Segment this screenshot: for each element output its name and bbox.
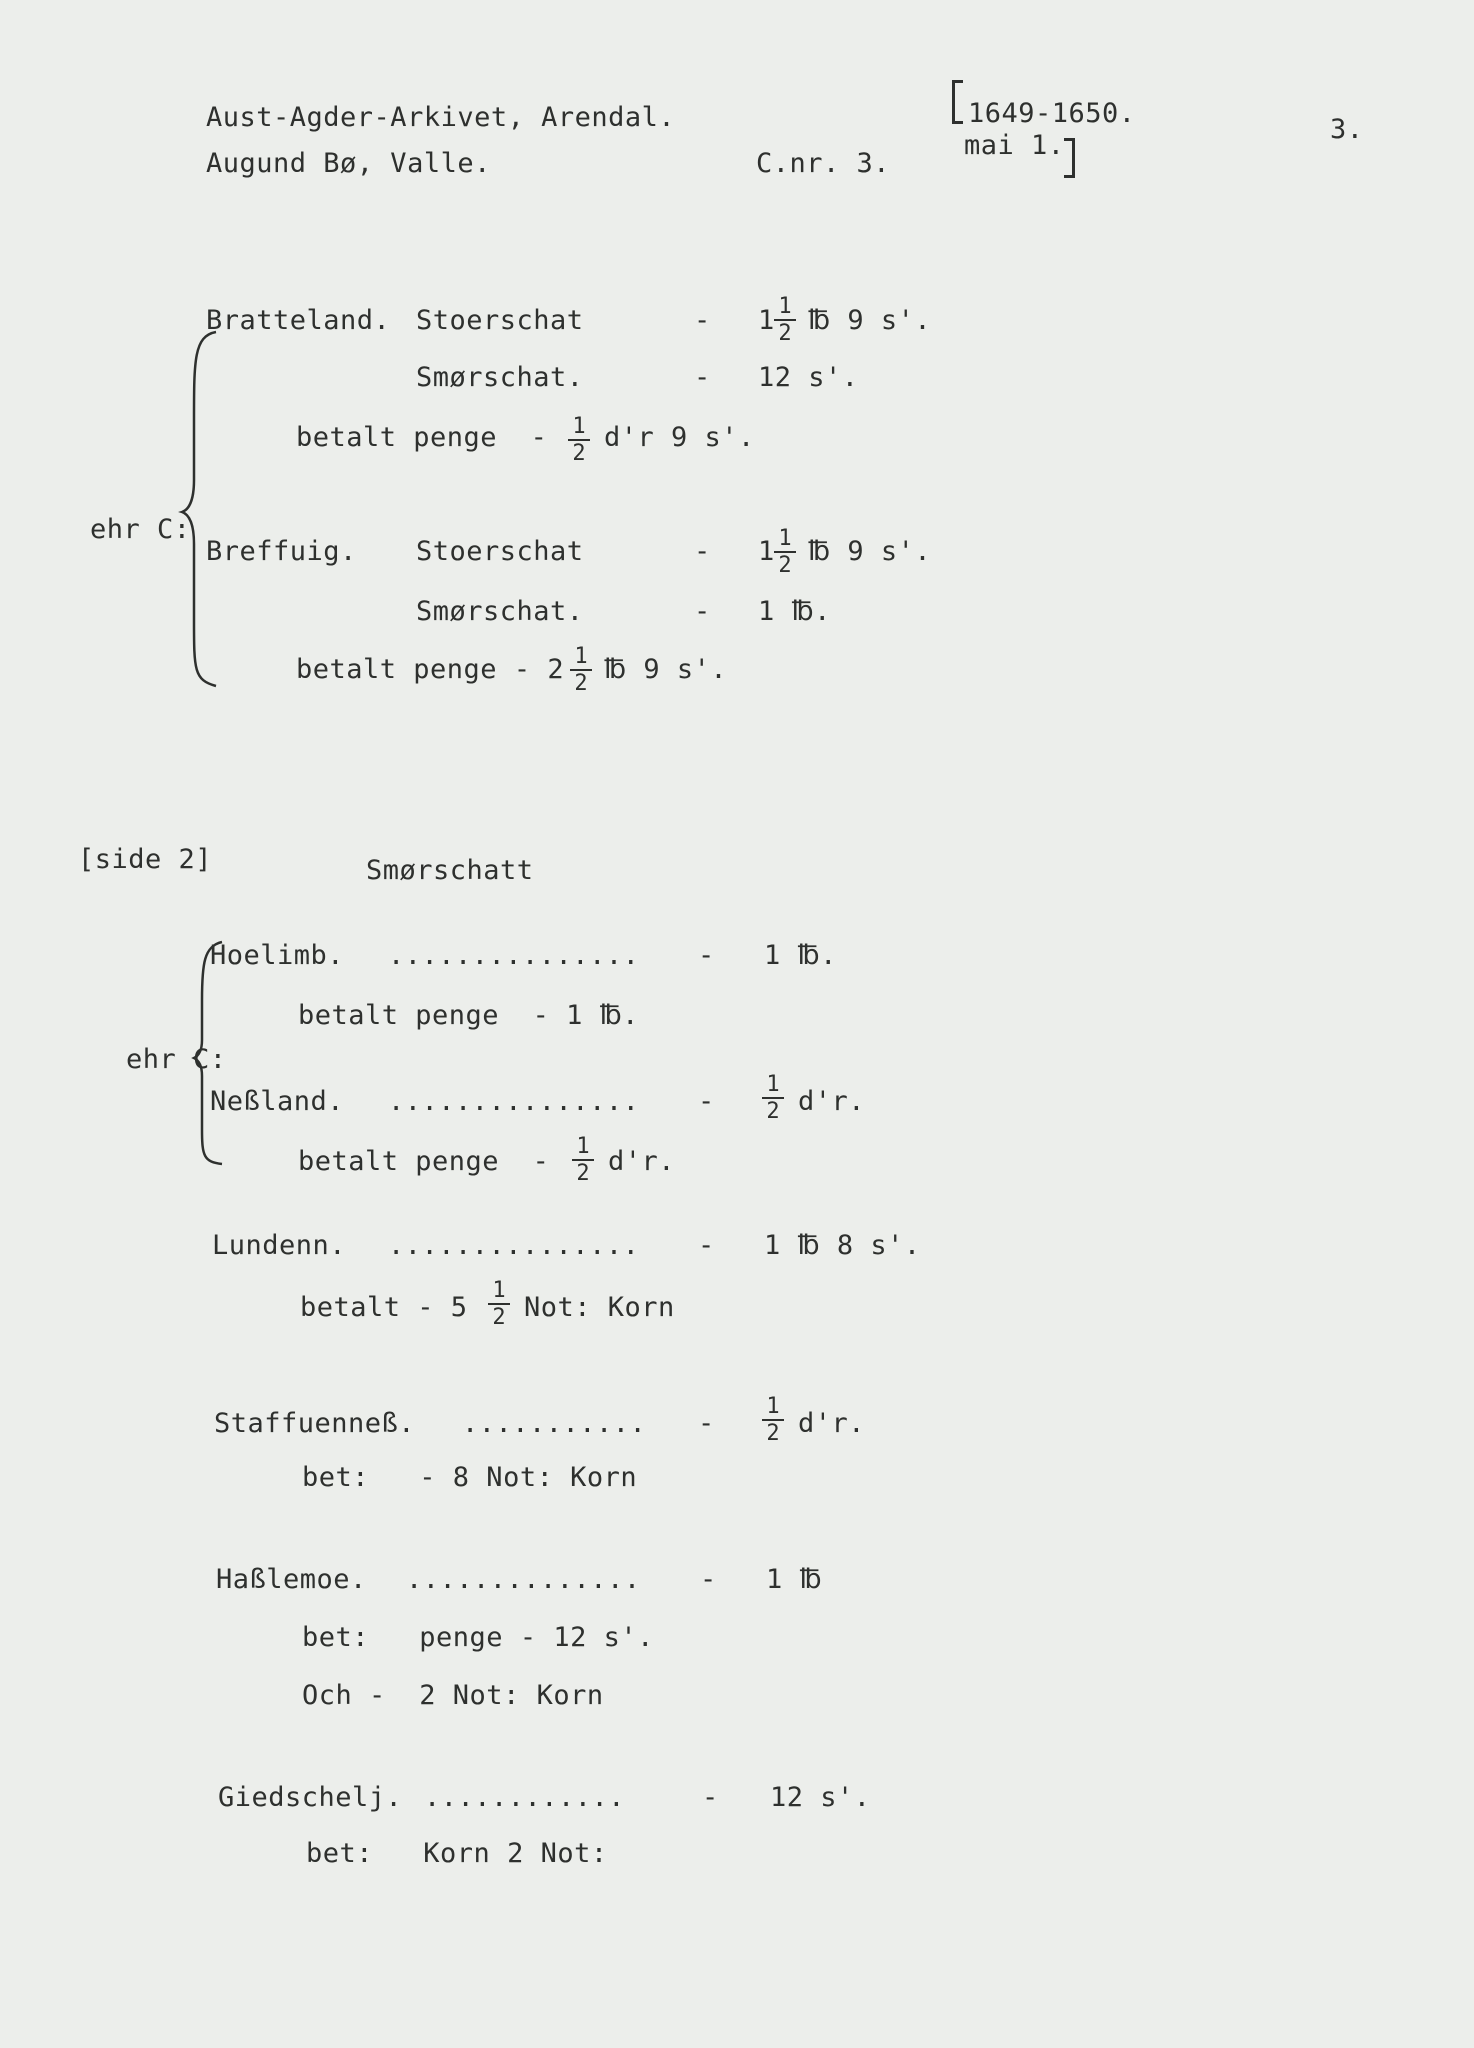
dash: - — [698, 1086, 715, 1117]
farm-name-bratteland: Bratteland. — [206, 305, 391, 336]
value-rest: ℔ 9 s'. — [808, 305, 932, 336]
entry-name-hoelimb: Hoelimb. — [210, 940, 345, 971]
smorschat-label: Smørschat. — [416, 362, 584, 393]
entry-paid: betalt penge - 1 ℔. — [298, 1000, 639, 1031]
leader-dots: ............... — [388, 1086, 640, 1117]
case-number: C.nr. 3. — [756, 148, 891, 179]
date-bracket-left — [952, 80, 963, 124]
betalt-rest: ℔ 9 s'. — [604, 654, 728, 685]
page-number: 3. — [1330, 114, 1364, 145]
entry-paid: bet: Korn 2 Not: — [306, 1838, 608, 1869]
farm-name-breffuig: Breffuig. — [206, 536, 357, 567]
fraction: $\frac{1}{2}$ — [568, 416, 590, 465]
value-whole: 1 — [758, 305, 775, 336]
fraction: $\frac{1}{2}$ — [762, 1396, 784, 1445]
entry-name-lundenn: Lundenn. — [212, 1230, 347, 1261]
smorschat-label: Smørschat. — [416, 596, 584, 627]
entry-value: 1 ℔ 8 s'. — [764, 1230, 921, 1261]
entry-paid: bet: - 8 Not: Korn — [302, 1462, 638, 1493]
stoerschat-label: Stoerschat — [416, 536, 584, 567]
fraction: $\frac{1}{2}$ — [762, 1074, 784, 1123]
brace-label-1: ehr C: — [90, 514, 191, 545]
leader-dots: ........... — [462, 1408, 647, 1439]
person-name: Augund Bø, Valle. — [206, 148, 491, 179]
value-rest: ℔ 9 s'. — [808, 536, 932, 567]
entry-name-giedschelj: Giedschelj. — [218, 1782, 403, 1813]
entry-name-nessland: Neßland. — [210, 1086, 345, 1117]
fraction: $\frac{1}{2}$ — [774, 528, 796, 577]
dash: - — [698, 940, 715, 971]
entry-paid-2: Och - 2 Not: Korn — [302, 1680, 604, 1711]
dash: - — [694, 596, 711, 627]
entry-paid: bet: penge - 12 s'. — [302, 1622, 654, 1653]
leader-dots: ............ — [424, 1782, 626, 1813]
entry-name-hasslemoe: Haßlemoe. — [216, 1564, 367, 1595]
entry-paid-rest: Not: Korn — [524, 1292, 675, 1323]
entry-paid-label: betalt - 5 — [300, 1292, 468, 1323]
smorschat-value: 12 s'. — [758, 362, 859, 393]
betalt-label: betalt penge - 2 — [296, 654, 565, 685]
entry-value: 1 ℔ — [766, 1564, 823, 1595]
dash: - — [694, 362, 711, 393]
entry-value: 1 ℔. — [764, 940, 837, 971]
fraction: $\frac{1}{2}$ — [488, 1280, 510, 1329]
fraction: $\frac{1}{2}$ — [774, 296, 796, 345]
leader-dots: .............. — [406, 1564, 641, 1595]
smorschat-value: 1 ℔. — [758, 596, 831, 627]
dash: - — [702, 1782, 719, 1813]
dash: - — [698, 1408, 715, 1439]
date-day: mai 1. — [964, 130, 1065, 161]
side-label: [side 2] — [78, 844, 213, 875]
entry-value: 12 s'. — [770, 1782, 871, 1813]
brace-label-2: ehr C: — [126, 1044, 227, 1075]
date-bracket-right — [1064, 138, 1075, 178]
dash: - — [694, 536, 711, 567]
fraction: $\frac{1}{2}$ — [570, 646, 592, 695]
entry-paid-rest: d'r. — [608, 1146, 676, 1177]
entry-value-rest: d'r. — [798, 1086, 866, 1117]
section-title: Smørschatt — [366, 855, 534, 886]
betalt-label: betalt penge - — [296, 422, 548, 453]
dash: - — [700, 1564, 717, 1595]
betalt-rest: d'r 9 s'. — [604, 422, 755, 453]
leader-dots: ............... — [388, 940, 640, 971]
value-whole: 1 — [758, 536, 775, 567]
brace-section1 — [180, 330, 220, 690]
dash: - — [698, 1230, 715, 1261]
fraction: $\frac{1}{2}$ — [572, 1136, 594, 1185]
date-years: 1649-1650. — [968, 98, 1136, 129]
entry-value-rest: d'r. — [798, 1408, 866, 1439]
dash: - — [694, 305, 711, 336]
entry-paid-label: betalt penge - — [298, 1146, 550, 1177]
stoerschat-label: Stoerschat — [416, 305, 584, 336]
entry-name-staffuenness: Staffuenneß. — [214, 1408, 416, 1439]
leader-dots: ............... — [388, 1230, 640, 1261]
archive-name: Aust-Agder-Arkivet, Arendal. — [206, 102, 676, 133]
